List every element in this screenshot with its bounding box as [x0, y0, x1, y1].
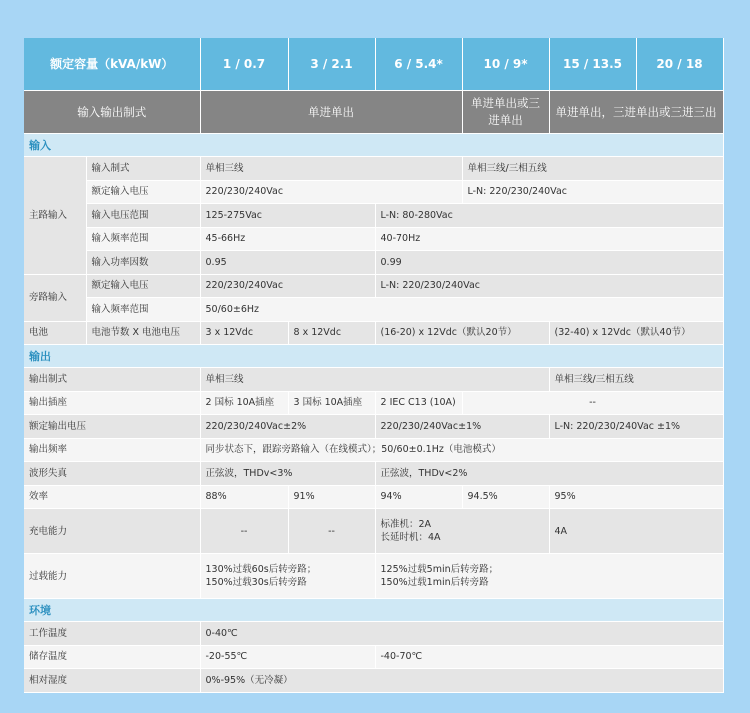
- cell-line: 150%过载30s后转旁路: [205, 577, 307, 588]
- table-row: [24, 204, 723, 228]
- cell-line: 标准机：2A: [380, 519, 432, 530]
- system-mixed: 单进单出，三进单出或三进三出: [549, 91, 723, 134]
- cell: 220/230/240Vac: [200, 274, 375, 298]
- cell: 单相三线: [200, 368, 549, 392]
- row-label: 输入电压范围: [86, 204, 200, 228]
- model-1: 1 / 0.7: [200, 38, 288, 91]
- cell: (32-40) x 12Vdc（默认40节）: [549, 321, 723, 345]
- cell: -20-55℃: [200, 645, 375, 669]
- row-label: 额定输入电压: [86, 274, 200, 298]
- cell: 94.5%: [462, 485, 549, 509]
- cell: 3 国标 10A插座: [288, 391, 375, 415]
- cell: [375, 509, 549, 554]
- cell: 95%: [549, 485, 723, 509]
- cell: 单相三线/三相五线: [549, 368, 723, 392]
- cell: 单相三线: [200, 157, 462, 181]
- row-label: 储存温度: [24, 645, 200, 669]
- cell: 91%: [288, 485, 375, 509]
- spec-table-container: [24, 38, 723, 693]
- cell: -40-70℃: [375, 645, 723, 669]
- section-title: 输出: [24, 345, 723, 368]
- cell-line: 125%过载5min后转旁路；: [380, 564, 499, 575]
- cell: [200, 554, 375, 599]
- cell: 0.95: [200, 251, 375, 275]
- cell: 0%-95%（无冷凝）: [200, 669, 723, 693]
- row-label: 额定输出电压: [24, 415, 200, 439]
- cell: 125-275Vac: [200, 204, 375, 228]
- cell: 正弦波，THDv<3%: [200, 462, 375, 486]
- cell-line: 150%过载1min后转旁路: [380, 577, 489, 588]
- section-title: 输入: [24, 134, 723, 157]
- row-label: 电池节数 X 电池电压: [86, 321, 200, 345]
- system-single: 单进单出: [200, 91, 462, 134]
- section-output: [24, 345, 723, 368]
- table-row: [24, 438, 723, 462]
- cell: L-N: 220/230/240Vac: [462, 180, 723, 204]
- cell: 94%: [375, 485, 462, 509]
- cell: 单相三线/三相五线: [462, 157, 723, 181]
- row-label: 充电能力: [24, 509, 200, 554]
- cell: 0-40℃: [200, 622, 723, 646]
- cell: --: [462, 391, 723, 415]
- section-title: 环境: [24, 599, 723, 622]
- capacity-label: 额定容量（kVA/kW）: [24, 38, 200, 91]
- cell: L-N: 220/230/240Vac ±1%: [549, 415, 723, 439]
- cell: 同步状态下，跟踪旁路输入（在线模式）；50/60±0.1Hz（电池模式）: [200, 438, 723, 462]
- system-label: 输入输出制式: [24, 91, 200, 134]
- cell-line: 长延时机：4A: [380, 532, 441, 543]
- row-label: 输入频率范围: [86, 298, 200, 322]
- table-row: [24, 368, 723, 392]
- section-env: [24, 599, 723, 622]
- system-single-or-three: 单进单出或三进单出: [462, 91, 549, 134]
- table-row: [24, 274, 723, 298]
- cell: 2 IEC C13 (10A): [375, 391, 462, 415]
- cell: 50/60±6Hz: [200, 298, 723, 322]
- table-row: [24, 321, 723, 345]
- row-label: 波形失真: [24, 462, 200, 486]
- table-row: [24, 645, 723, 669]
- system-row: [24, 91, 723, 134]
- table-row: [24, 391, 723, 415]
- model-20: 20 / 18: [636, 38, 723, 91]
- row-label: 相对湿度: [24, 669, 200, 693]
- table-row: [24, 415, 723, 439]
- model-10: 10 / 9*: [462, 38, 549, 91]
- table-row: [24, 462, 723, 486]
- cell: [375, 554, 723, 599]
- spec-table: [24, 38, 724, 693]
- cell: 220/230/240Vac: [200, 180, 462, 204]
- table-row: [24, 509, 723, 554]
- row-label: 输入制式: [86, 157, 200, 181]
- cell: 正弦波，THDv<2%: [375, 462, 723, 486]
- cell: --: [200, 509, 288, 554]
- table-row: [24, 485, 723, 509]
- battery-group: 电池: [24, 321, 86, 345]
- row-label: 额定输入电压: [86, 180, 200, 204]
- cell: 220/230/240Vac±2%: [200, 415, 375, 439]
- row-label: 输入频率范围: [86, 227, 200, 251]
- table-row: [24, 157, 723, 181]
- table-row: [24, 622, 723, 646]
- cell: L-N: 220/230/240Vac: [375, 274, 723, 298]
- cell-line: 130%过载60s后转旁路；: [205, 564, 317, 575]
- row-label: 过载能力: [24, 554, 200, 599]
- table-row: [24, 227, 723, 251]
- row-label: 输入功率因数: [86, 251, 200, 275]
- table-row: [24, 298, 723, 322]
- cell: 0.99: [375, 251, 723, 275]
- row-label: 工作温度: [24, 622, 200, 646]
- cell: 3 x 12Vdc: [200, 321, 288, 345]
- model-15: 15 / 13.5: [549, 38, 636, 91]
- cell: 40-70Hz: [375, 227, 723, 251]
- row-label: 输出插座: [24, 391, 200, 415]
- cell: 4A: [549, 509, 723, 554]
- table-row: [24, 554, 723, 599]
- cell: 8 x 12Vdc: [288, 321, 375, 345]
- cell: (16-20) x 12Vdc（默认20节）: [375, 321, 549, 345]
- cell: L-N: 80-280Vac: [375, 204, 723, 228]
- row-label: 输出制式: [24, 368, 200, 392]
- cell: 45-66Hz: [200, 227, 375, 251]
- table-row: [24, 669, 723, 693]
- cell: 88%: [200, 485, 288, 509]
- row-label: 输出频率: [24, 438, 200, 462]
- model-3: 3 / 2.1: [288, 38, 375, 91]
- header-row: [24, 38, 723, 91]
- row-label: 效率: [24, 485, 200, 509]
- model-6: 6 / 5.4*: [375, 38, 462, 91]
- cell: --: [288, 509, 375, 554]
- cell: 2 国标 10A插座: [200, 391, 288, 415]
- main-input-group: 主路输入: [24, 157, 86, 275]
- table-row: [24, 251, 723, 275]
- bypass-input-group: 旁路输入: [24, 274, 86, 321]
- cell: 220/230/240Vac±1%: [375, 415, 549, 439]
- table-row: [24, 180, 723, 204]
- section-input: [24, 134, 723, 157]
